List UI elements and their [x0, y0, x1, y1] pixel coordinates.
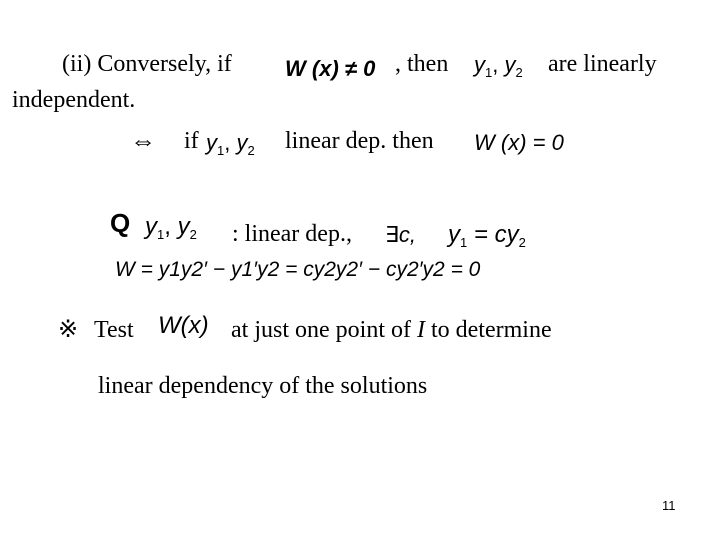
eq-rhs-subscript: 2: [518, 235, 526, 250]
wronskian-zero-text: W (x) = 0: [474, 130, 564, 155]
note-rest-b: to determine: [424, 317, 552, 343]
line1-y1-y2: [474, 52, 523, 86]
comma: ,: [164, 213, 171, 240]
line3-y1-y2: [206, 130, 255, 164]
line1-then: , then: [395, 51, 449, 77]
reference-mark-icon: ※: [58, 317, 79, 343]
exists-c: [385, 222, 416, 248]
note-line2: linear dependency of the solutions: [98, 373, 428, 399]
comma: ,: [224, 130, 231, 155]
line1-suffix: are linearly: [548, 51, 657, 77]
y1-subscript: 1: [485, 65, 493, 80]
y1-symbol: y: [145, 213, 157, 240]
iff-arrow-icon: ⇔: [130, 126, 156, 155]
page-number: 11: [662, 498, 676, 513]
line1-prefix: (ii) Conversely, if: [62, 51, 232, 77]
because-symbol: Q: [110, 208, 131, 238]
eq-rhs: = cy: [473, 221, 519, 248]
y1-subscript: 1: [217, 143, 225, 158]
y2-symbol: y: [177, 213, 190, 240]
y2-subscript: 2: [189, 227, 197, 242]
note-test: Test: [94, 317, 134, 343]
proof-y1-y2: [145, 214, 197, 248]
note-rest-a: at just one point of: [231, 317, 417, 343]
wronskian-zero-formula: [474, 130, 564, 156]
line2-text: independent.: [12, 87, 136, 113]
proof-mid: : linear dep.,: [232, 221, 352, 247]
y1-subscript: 1: [157, 227, 165, 242]
interval-symbol: I: [416, 317, 425, 343]
y2-symbol: y: [504, 52, 516, 77]
note-wronskian-text: W(x): [158, 312, 209, 339]
note-wronskian: [158, 313, 209, 339]
wronskian-nonzero-text: W (x) ≠ 0: [285, 56, 376, 81]
y2-symbol: y: [236, 130, 248, 155]
line3-mid: linear dep. then: [285, 128, 434, 154]
wronskian-computation-text: W = y1y2′ − y1′y2 = cy2y2′ − cy2′y2 = 0: [115, 258, 481, 281]
exists-c-text: ∃c,: [385, 222, 417, 247]
y1-symbol: y: [206, 130, 217, 155]
comma: ,: [492, 52, 499, 77]
eq-lhs: y: [448, 221, 460, 248]
wronskian-nonzero-formula: [285, 56, 375, 82]
y2-subscript: 2: [247, 143, 255, 158]
y1-equals-cy2: [448, 222, 526, 256]
y2-subscript: 2: [515, 65, 523, 80]
note-rest: [231, 315, 552, 345]
eq-lhs-subscript: 1: [460, 235, 468, 250]
wronskian-computation: [115, 257, 480, 283]
y1-symbol: y: [474, 52, 485, 77]
line3-if: if: [184, 128, 199, 154]
